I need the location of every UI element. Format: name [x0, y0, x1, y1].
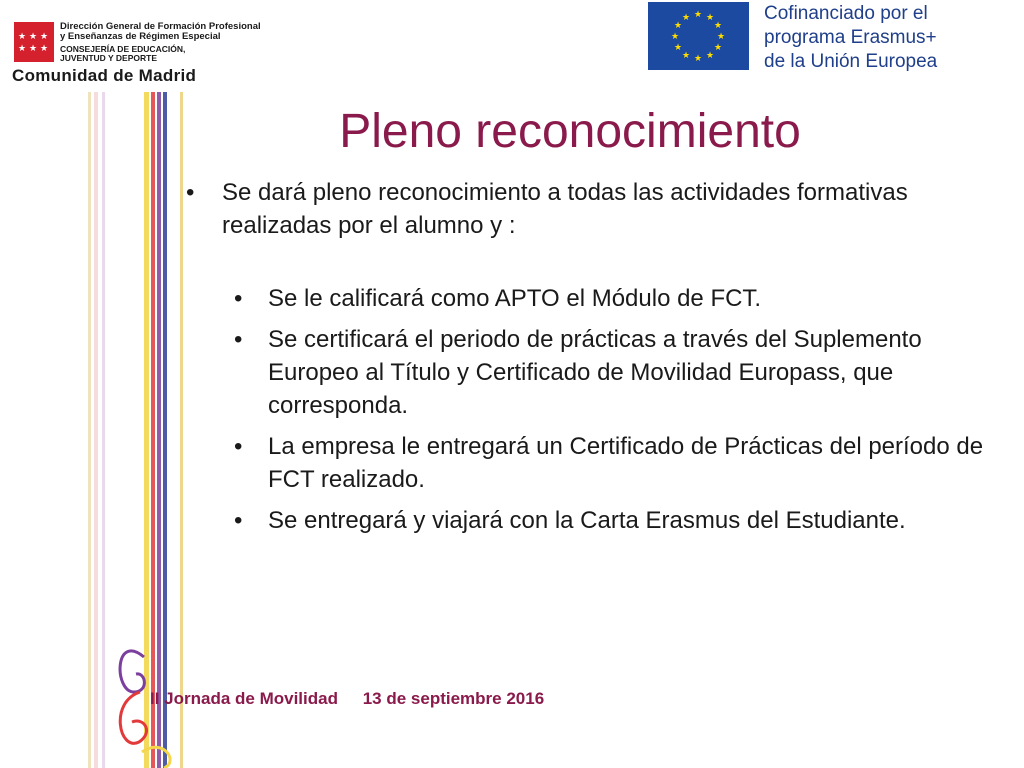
- bullet-icon: •: [186, 179, 195, 206]
- bullet-icon: •: [234, 507, 243, 534]
- sub-bullet-item: [186, 282, 986, 315]
- comunidad-madrid-logo: [8, 22, 263, 92]
- madrid-direction-text: Dirección General de Formación Profesional y Enseñanzas de Régimen Especial: [60, 21, 261, 42]
- svg-text:★: ★: [713, 43, 723, 53]
- eu-flag-icon: [648, 2, 749, 70]
- bullet-icon: •: [234, 326, 243, 353]
- footer-event: II Jornada de Movilidad: [150, 689, 338, 708]
- svg-text:★: ★: [705, 13, 715, 23]
- svg-text:★: ★: [713, 21, 723, 31]
- slide-content: [186, 176, 986, 537]
- svg-text:★: ★: [673, 43, 683, 53]
- sub-bullet-text: Se le calificará como APTO el Módulo de FCT.: [268, 285, 762, 312]
- sub-bullet-text: La empresa le entregará un Certificado de Prácticas del período de FCT realizado.: [268, 433, 984, 493]
- sub-bullet-item: [186, 504, 986, 537]
- svg-text:★: ★: [693, 10, 703, 20]
- svg-text:★: ★: [716, 32, 726, 42]
- madrid-consejeria-text: CONSEJERÍA DE EDUCACIÓN, JUVENTUD Y DEPORTE: [60, 44, 186, 63]
- svg-text:★: ★: [705, 51, 715, 61]
- footer-date: 13 de septiembre 2016: [362, 689, 545, 708]
- sub-bullet-item: [186, 323, 986, 422]
- decorative-stripes: [84, 92, 194, 768]
- svg-text:★: ★: [681, 13, 691, 23]
- sub-bullet-text: Se certificará el periodo de prácticas a través del Suplemento Europeo al Título y Certificado de Movilidad Europass, que corresponda.: [268, 326, 922, 419]
- madrid-name: Comunidad de Madrid: [12, 66, 197, 85]
- slide-title: Pleno reconocimiento: [339, 105, 801, 158]
- sub-bullet-item: [186, 430, 986, 496]
- bullet-icon: •: [234, 433, 243, 460]
- svg-text:★: ★: [673, 21, 683, 31]
- svg-text:★: ★: [670, 32, 680, 42]
- sub-bullet-text: Se entregará y viajará con la Carta Erasmus del Estudiante.: [268, 507, 906, 534]
- slide-footer: [150, 689, 564, 709]
- svg-text:★: ★: [681, 51, 691, 61]
- main-bullet-item: [186, 176, 986, 242]
- eu-cofinancing-text: Cofinanciado por el programa Erasmus+ de la Unión Europea: [764, 3, 938, 72]
- bullet-icon: •: [234, 285, 243, 312]
- madrid-flag-icon: ★ ★ ★ ★ ★ ★: [14, 22, 54, 62]
- main-bullet-text: Se dará pleno reconocimiento a todas las actividades formativas realizadas por el alumno y :: [222, 179, 908, 239]
- svg-text:★: ★: [693, 54, 703, 64]
